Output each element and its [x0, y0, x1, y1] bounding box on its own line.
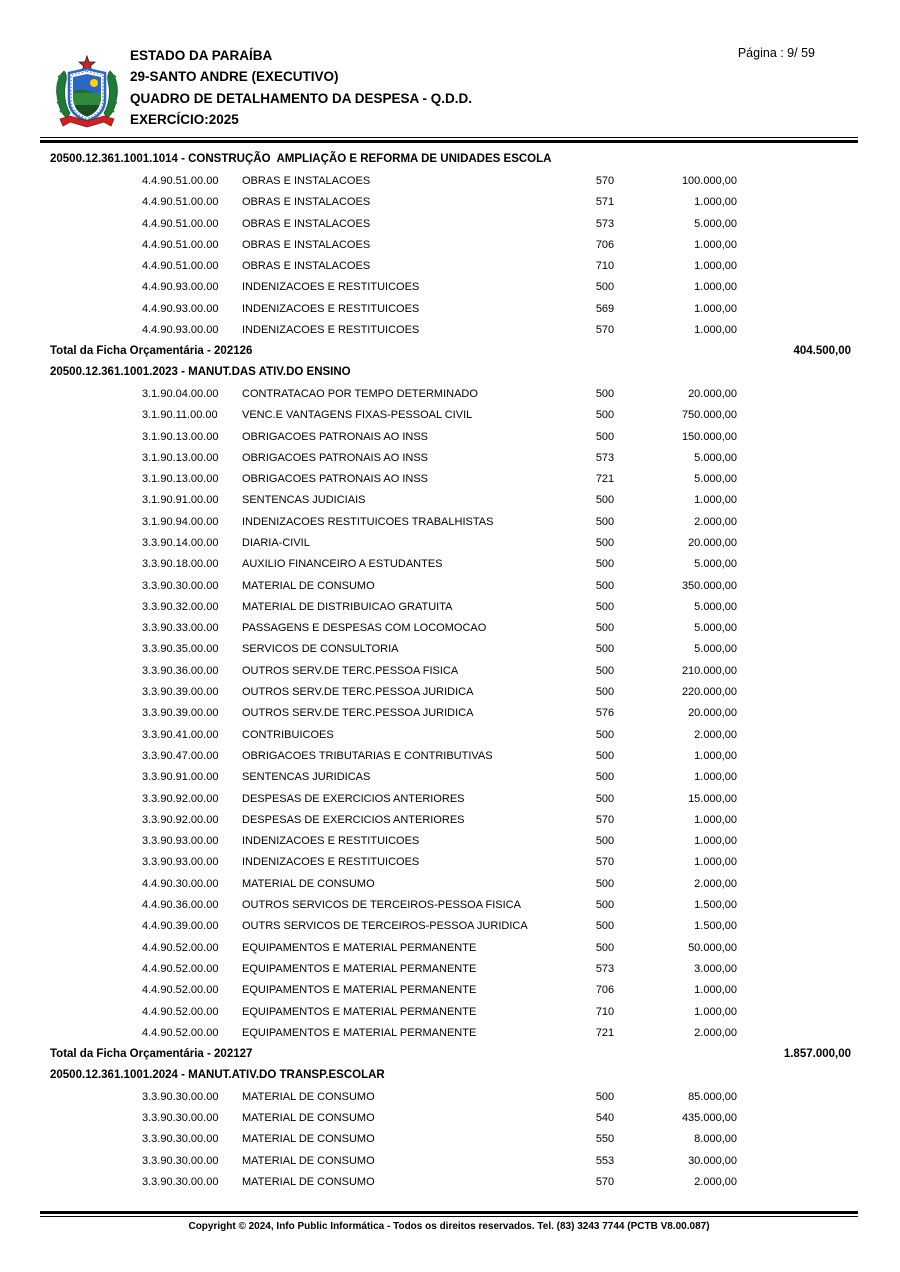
- row-desc: INDENIZACOES E RESTITUICOES: [242, 856, 420, 869]
- row-desc: INDENIZACOES RESTITUICOES TRABALHISTAS: [242, 515, 494, 528]
- footer-copyright: Copyright © 2024, Info Public Informática - Todos os direitos reservados. Tel. (83) 3243 7744 (PCTB V8.00.087): [188, 1221, 710, 1232]
- table-row: [40, 554, 858, 575]
- row-ficha: 706: [595, 238, 615, 251]
- section-title: 20500.12.361.1001.1014 - CONSTRUÇÃO AMPLIAÇÃO E REFORMA DE UNIDADES ESCOLA: [50, 153, 552, 165]
- table-row: [40, 383, 858, 404]
- row-value: 5.000,00: [694, 451, 737, 464]
- row-code: 4.4.90.39.00.00: [142, 920, 219, 933]
- row-value: 20.000,00: [688, 536, 737, 549]
- row-ficha: 500: [595, 686, 615, 699]
- row-desc: CONTRATACAO POR TEMPO DETERMINADO: [242, 387, 478, 400]
- table-row: [40, 639, 858, 660]
- row-ficha: 500: [595, 941, 615, 954]
- row-value: 20.000,00: [688, 707, 737, 720]
- row-desc: OUTROS SERVICOS DE TERCEIROS-PESSOA FISICA: [242, 899, 521, 912]
- row-value: 20.000,00: [688, 387, 737, 400]
- row-code: 3.3.90.35.00.00: [142, 643, 219, 656]
- row-code: 4.4.90.51.00.00: [142, 174, 219, 187]
- row-value: 1.000,00: [694, 813, 737, 826]
- row-desc: MATERIAL DE CONSUMO: [242, 1133, 375, 1146]
- section-total: [40, 341, 858, 362]
- row-code: 3.1.90.94.00.00: [142, 515, 219, 528]
- row-code: 3.3.90.33.00.00: [142, 622, 219, 635]
- table-row: [40, 255, 858, 276]
- row-ficha: 500: [595, 1090, 615, 1103]
- table-row: [40, 831, 858, 852]
- row-code: 3.3.90.36.00.00: [142, 664, 219, 677]
- report-header: [40, 45, 858, 142]
- row-ficha: 570: [595, 324, 615, 337]
- budget-section: [40, 1065, 858, 1193]
- row-value: 5.000,00: [694, 622, 737, 635]
- row-ficha: 500: [595, 515, 615, 528]
- row-ficha: 500: [595, 664, 615, 677]
- row-value: 1.000,00: [694, 302, 737, 315]
- table-row: [40, 894, 858, 915]
- row-code: 3.3.90.93.00.00: [142, 856, 219, 869]
- row-ficha: 540: [595, 1112, 615, 1124]
- row-ficha: 570: [595, 174, 615, 187]
- total-label: Total da Ficha Orçamentária - 202126: [50, 345, 253, 358]
- table-row: [40, 788, 858, 809]
- table-row: [40, 703, 858, 724]
- row-ficha: 570: [595, 1175, 615, 1188]
- table-row: [40, 511, 858, 532]
- table-row: [40, 447, 858, 468]
- row-desc: EQUIPAMENTOS E MATERIAL PERMANENTE: [242, 962, 477, 975]
- row-value: 150.000,00: [681, 430, 737, 443]
- footer-divider: [40, 1211, 858, 1217]
- row-value: 220.000,00: [681, 686, 737, 699]
- row-value: 2.000,00: [694, 877, 737, 890]
- table-row: [40, 852, 858, 873]
- row-code: 4.4.90.52.00.00: [142, 941, 219, 954]
- row-ficha: 500: [595, 600, 615, 613]
- row-code: 3.1.90.91.00.00: [142, 494, 219, 507]
- row-ficha: 570: [595, 856, 615, 869]
- row-code: 3.1.90.13.00.00: [142, 451, 219, 464]
- row-ficha: 500: [595, 409, 615, 422]
- table-row: [40, 980, 858, 1001]
- header-divider: [40, 137, 858, 143]
- table-row: [40, 170, 858, 191]
- row-desc: PASSAGENS E DESPESAS COM LOCOMOCAO: [242, 622, 487, 635]
- row-desc: OBRAS E INSTALACOES: [242, 260, 371, 273]
- report-footer: [40, 1211, 858, 1232]
- row-desc: INDENIZACOES E RESTITUICOES: [242, 302, 420, 315]
- section-title: 20500.12.361.1001.2024 - MANUT.ATIV.DO TRANSP.ESCOLAR: [50, 1068, 385, 1081]
- row-code: 3.3.90.92.00.00: [142, 792, 219, 805]
- row-ficha: 721: [595, 473, 615, 486]
- row-value: 1.000,00: [694, 238, 737, 251]
- section-title: 20500.12.361.1001.2023 - MANUT.DAS ATIV.DO ENSINO: [50, 365, 351, 378]
- row-code: 4.4.90.51.00.00: [142, 217, 219, 230]
- row-desc: OUTROS SERV.DE TERC.PESSOA FISICA: [242, 664, 459, 677]
- report-body: [40, 149, 858, 1193]
- row-code: 4.4.90.30.00.00: [142, 877, 219, 890]
- row-ficha: 500: [595, 387, 615, 400]
- row-desc: MATERIAL DE CONSUMO: [242, 1112, 375, 1124]
- row-desc: OBRIGACOES PATRONAIS AO INSS: [242, 430, 429, 443]
- row-ficha: 550: [595, 1133, 615, 1146]
- row-code: 4.4.90.52.00.00: [142, 1026, 219, 1039]
- row-desc: SENTENCAS JURIDICAS: [242, 771, 371, 784]
- row-value: 1.000,00: [694, 196, 737, 209]
- row-value: 210.000,00: [681, 664, 737, 677]
- budget-section: [40, 362, 858, 1065]
- table-row: [40, 319, 858, 340]
- row-value: 1.000,00: [694, 856, 737, 869]
- table-row: [40, 618, 858, 639]
- row-code: 3.3.90.41.00.00: [142, 728, 219, 741]
- table-row: [40, 213, 858, 234]
- table-row: [40, 660, 858, 681]
- row-code: 3.3.90.30.00.00: [142, 1154, 219, 1167]
- row-value: 1.000,00: [694, 749, 737, 762]
- row-ficha: 500: [595, 920, 615, 933]
- row-desc: INDENIZACOES E RESTITUICOES: [242, 835, 420, 848]
- row-desc: CONTRIBUICOES: [242, 728, 334, 741]
- row-desc: EQUIPAMENTOS E MATERIAL PERMANENTE: [242, 941, 477, 954]
- row-desc: OUTROS SERV.DE TERC.PESSOA JURIDICA: [242, 686, 474, 699]
- row-ficha: 553: [595, 1154, 615, 1167]
- row-code: 3.3.90.14.00.00: [142, 536, 219, 549]
- row-code: 3.1.90.13.00.00: [142, 473, 219, 486]
- row-desc: OBRAS E INSTALACOES: [242, 217, 371, 230]
- row-value: 350.000,00: [681, 579, 737, 592]
- row-value: 5.000,00: [694, 217, 737, 230]
- header-state: ESTADO DA PARAÍBA: [130, 48, 273, 63]
- row-ficha: 500: [595, 877, 615, 890]
- row-value: 750.000,00: [681, 409, 737, 422]
- row-value: 100.000,00: [681, 174, 737, 187]
- row-value: 2.000,00: [694, 515, 737, 528]
- row-value: 3.000,00: [694, 962, 737, 975]
- row-desc: DESPESAS DE EXERCICIOS ANTERIORES: [242, 792, 465, 805]
- row-code: 3.3.90.30.00.00: [142, 579, 219, 592]
- row-value: 5.000,00: [694, 643, 737, 656]
- table-row: [40, 937, 858, 958]
- row-desc: DESPESAS DE EXERCICIOS ANTERIORES: [242, 813, 465, 826]
- row-code: 4.4.90.52.00.00: [142, 1005, 219, 1018]
- row-desc: MATERIAL DE CONSUMO: [242, 1090, 375, 1103]
- row-code: 3.3.90.30.00.00: [142, 1175, 219, 1188]
- total-value: 1.857.000,00: [783, 1048, 851, 1061]
- row-value: 1.000,00: [694, 324, 737, 337]
- section-rows: [40, 383, 858, 1043]
- table-row: [40, 873, 858, 894]
- row-ficha: 500: [595, 899, 615, 912]
- table-row: [40, 596, 858, 617]
- table-row: [40, 234, 858, 255]
- section-rows: [40, 1086, 858, 1192]
- row-ficha: 500: [595, 643, 615, 656]
- total-value: 404.500,00: [793, 345, 851, 358]
- row-code: 3.3.90.30.00.00: [142, 1112, 219, 1124]
- table-row: [40, 532, 858, 553]
- table-row: [40, 575, 858, 596]
- row-ficha: 500: [595, 579, 615, 592]
- row-desc: INDENIZACOES E RESTITUICOES: [242, 281, 420, 294]
- row-value: 15.000,00: [688, 792, 737, 805]
- row-code: 3.3.90.32.00.00: [142, 600, 219, 613]
- row-ficha: 500: [595, 749, 615, 762]
- row-ficha: 500: [595, 792, 615, 805]
- row-ficha: 500: [595, 728, 615, 741]
- row-desc: EQUIPAMENTOS E MATERIAL PERMANENTE: [242, 984, 477, 997]
- row-value: 85.000,00: [688, 1090, 737, 1103]
- row-desc: OUTROS SERV.DE TERC.PESSOA JURIDICA: [242, 707, 474, 720]
- row-ficha: 500: [595, 281, 615, 294]
- row-desc: INDENIZACOES E RESTITUICOES: [242, 324, 420, 337]
- row-code: 4.4.90.51.00.00: [142, 238, 219, 251]
- row-ficha: 500: [595, 771, 615, 784]
- table-row: [40, 426, 858, 447]
- table-row: [40, 298, 858, 319]
- table-row: [40, 767, 858, 788]
- row-value: 1.000,00: [694, 771, 737, 784]
- row-value: 5.000,00: [694, 473, 737, 486]
- row-desc: SENTENCAS JUDICIAIS: [242, 494, 366, 507]
- paraiba-coat-of-arms-icon: [54, 55, 120, 135]
- row-code: 3.3.90.39.00.00: [142, 686, 219, 699]
- row-desc: OBRIGACOES PATRONAIS AO INSS: [242, 473, 429, 486]
- row-value: 1.000,00: [694, 1005, 737, 1018]
- table-row: [40, 958, 858, 979]
- row-code: 4.4.90.52.00.00: [142, 984, 219, 997]
- table-row: [40, 192, 858, 213]
- row-value: 2.000,00: [694, 728, 737, 741]
- row-ficha: 573: [595, 451, 615, 464]
- row-value: 30.000,00: [688, 1154, 737, 1167]
- row-desc: OBRAS E INSTALACOES: [242, 196, 371, 209]
- table-row: [40, 1022, 858, 1043]
- table-row: [40, 745, 858, 766]
- header-exercise: EXERCÍCIO:2025: [130, 111, 239, 127]
- row-ficha: 500: [595, 430, 615, 443]
- row-value: 5.000,00: [694, 600, 737, 613]
- table-row: [40, 405, 858, 426]
- row-code: 3.3.90.91.00.00: [142, 771, 219, 784]
- row-ficha: 573: [595, 962, 615, 975]
- row-ficha: 569: [595, 302, 615, 315]
- row-code: 3.3.90.39.00.00: [142, 707, 219, 720]
- row-ficha: 710: [595, 1005, 615, 1018]
- row-code: 4.4.90.93.00.00: [142, 302, 219, 315]
- row-desc: MATERIAL DE CONSUMO: [242, 877, 375, 890]
- row-desc: OBRIGACOES PATRONAIS AO INSS: [242, 451, 429, 464]
- row-ficha: 571: [595, 196, 615, 209]
- row-code: 3.1.90.11.00.00: [142, 409, 218, 422]
- row-code: 3.3.90.92.00.00: [142, 813, 219, 826]
- section-total: [40, 1043, 858, 1064]
- row-value: 2.000,00: [694, 1175, 737, 1188]
- row-ficha: 721: [595, 1026, 615, 1039]
- row-value: 1.000,00: [694, 260, 737, 273]
- row-code: 3.1.90.13.00.00: [142, 430, 219, 443]
- header-entity: 29-SANTO ANDRE (EXECUTIVO): [130, 69, 339, 85]
- row-value: 435.000,00: [681, 1112, 737, 1124]
- row-desc: OBRAS E INSTALACOES: [242, 174, 371, 187]
- row-desc: MATERIAL DE CONSUMO: [242, 579, 375, 592]
- row-ficha: 500: [595, 558, 615, 571]
- row-value: 1.500,00: [694, 920, 737, 933]
- row-value: 1.000,00: [694, 835, 737, 848]
- row-desc: EQUIPAMENTOS E MATERIAL PERMANENTE: [242, 1005, 477, 1018]
- row-ficha: 570: [595, 813, 615, 826]
- row-ficha: 500: [595, 835, 615, 848]
- row-code: 4.4.90.52.00.00: [142, 962, 219, 975]
- total-label: Total da Ficha Orçamentária - 202127: [50, 1048, 253, 1061]
- row-code: 4.4.90.93.00.00: [142, 281, 219, 294]
- row-desc: OUTRS SERVICOS DE TERCEIROS-PESSOA JURIDICA: [242, 920, 528, 933]
- table-row: [40, 1107, 858, 1128]
- row-ficha: 710: [595, 260, 615, 273]
- table-row: [40, 1001, 858, 1022]
- row-desc: OBRIGACOES TRIBUTARIAS E CONTRIBUTIVAS: [242, 749, 493, 762]
- table-row: [40, 809, 858, 830]
- row-desc: DIARIA-CIVIL: [242, 536, 310, 549]
- row-value: 1.000,00: [694, 281, 737, 294]
- row-ficha: 706: [595, 984, 615, 997]
- row-desc: MATERIAL DE DISTRIBUICAO GRATUITA: [242, 600, 453, 613]
- table-row: [40, 490, 858, 511]
- row-value: 50.000,00: [688, 941, 737, 954]
- row-desc: SERVICOS DE CONSULTORIA: [242, 643, 399, 656]
- row-value: 1.000,00: [694, 984, 737, 997]
- table-row: [40, 1086, 858, 1107]
- row-ficha: 576: [595, 707, 615, 720]
- row-code: 3.3.90.30.00.00: [142, 1133, 219, 1146]
- section-rows: [40, 170, 858, 340]
- table-row: [40, 1150, 858, 1171]
- row-ficha: 500: [595, 494, 615, 507]
- row-desc: OBRAS E INSTALACOES: [242, 238, 371, 251]
- table-row: [40, 1129, 858, 1150]
- budget-section: [40, 149, 858, 362]
- row-desc: AUXILIO FINANCEIRO A ESTUDANTES: [242, 558, 443, 571]
- table-row: [40, 724, 858, 745]
- row-value: 8.000,00: [694, 1133, 737, 1146]
- row-code: 3.1.90.04.00.00: [142, 387, 219, 400]
- row-value: 5.000,00: [694, 558, 737, 571]
- row-code: 3.3.90.93.00.00: [142, 835, 219, 848]
- row-desc: EQUIPAMENTOS E MATERIAL PERMANENTE: [242, 1026, 477, 1039]
- table-row: [40, 468, 858, 489]
- table-row: [40, 1171, 858, 1192]
- row-code: 4.4.90.36.00.00: [142, 899, 219, 912]
- page-number: Página : 9/ 59: [737, 46, 815, 60]
- row-ficha: 500: [595, 622, 615, 635]
- row-code: 4.4.90.93.00.00: [142, 324, 219, 337]
- row-value: 2.000,00: [694, 1026, 737, 1039]
- table-row: [40, 277, 858, 298]
- row-code: 3.3.90.47.00.00: [142, 749, 219, 762]
- row-value: 1.500,00: [694, 899, 737, 912]
- row-desc: MATERIAL DE CONSUMO: [242, 1175, 375, 1188]
- header-report-title: QUADRO DE DETALHAMENTO DA DESPESA - Q.D.D.: [130, 90, 473, 106]
- row-ficha: 573: [595, 217, 615, 230]
- row-value: 1.000,00: [694, 494, 737, 507]
- table-row: [40, 916, 858, 937]
- row-desc: MATERIAL DE CONSUMO: [242, 1154, 375, 1167]
- row-desc: VENC.E VANTAGENS FIXAS-PESSOAL CIVIL: [242, 409, 473, 422]
- row-code: 4.4.90.51.00.00: [142, 260, 219, 273]
- row-code: 3.3.90.30.00.00: [142, 1090, 219, 1103]
- row-code: 3.3.90.18.00.00: [142, 558, 219, 571]
- row-code: 4.4.90.51.00.00: [142, 196, 219, 209]
- table-row: [40, 681, 858, 702]
- row-ficha: 500: [595, 536, 615, 549]
